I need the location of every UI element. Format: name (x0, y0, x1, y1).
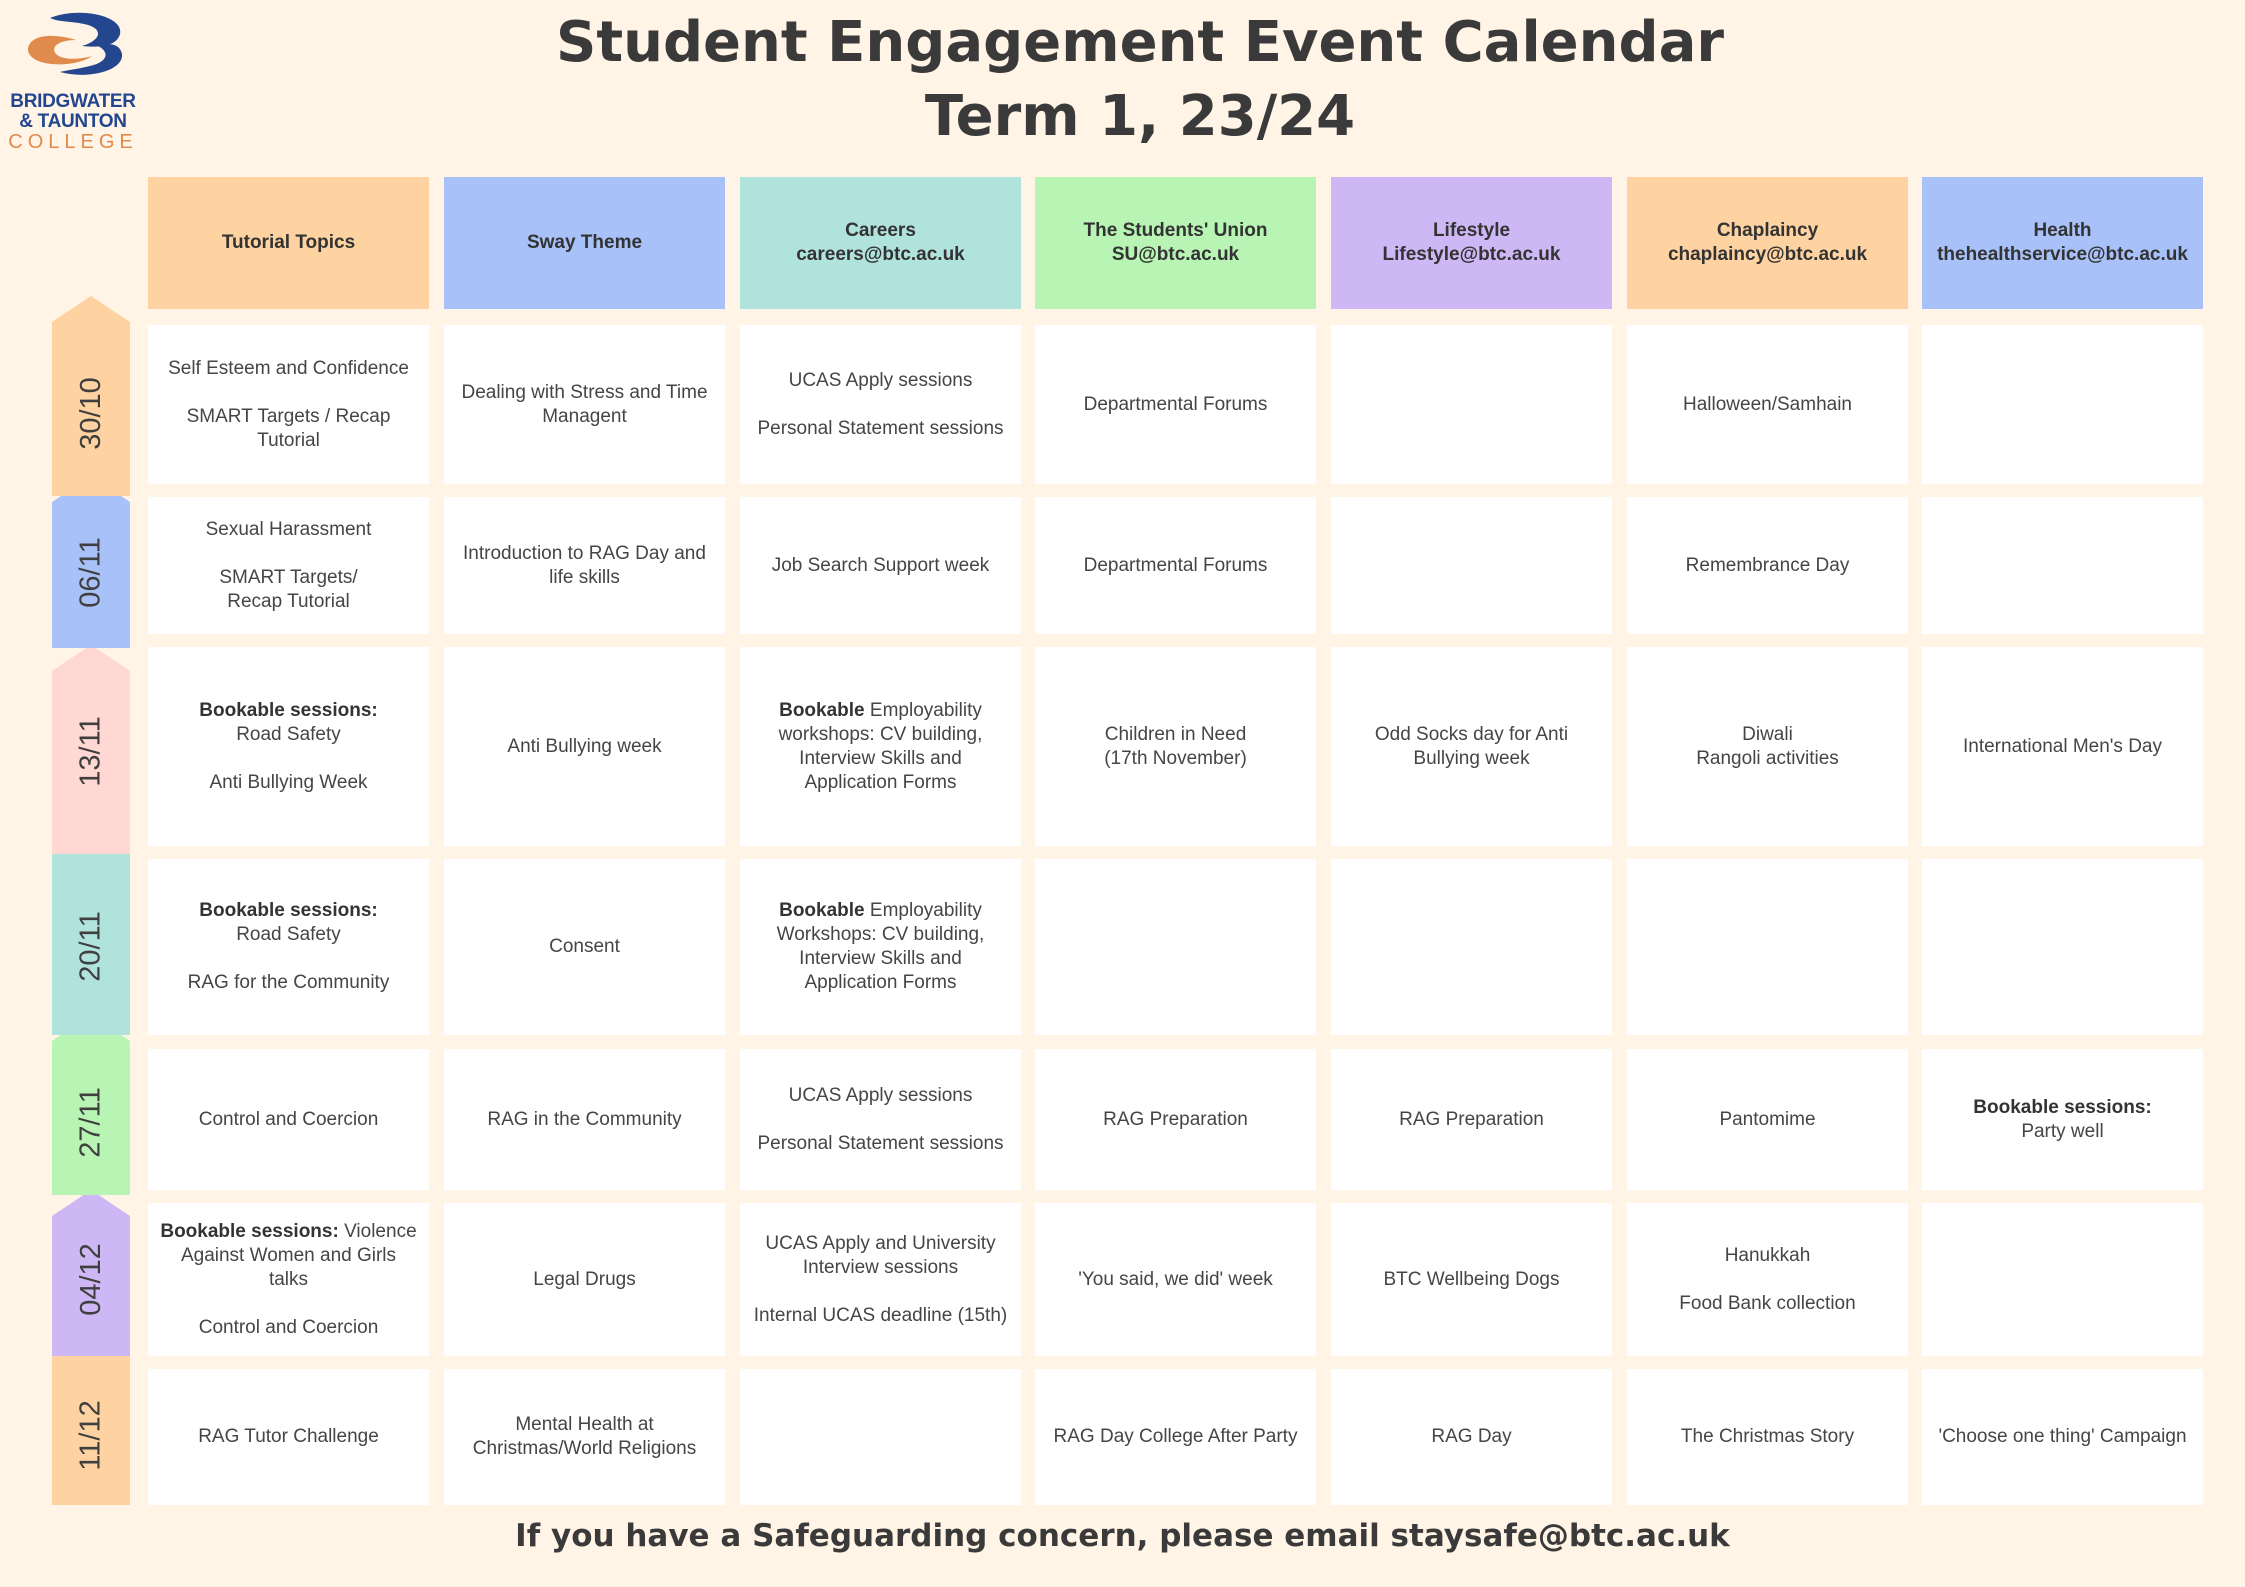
week-date-label (52, 497, 130, 648)
calendar-cell (148, 1203, 429, 1356)
column-header-email: chaplaincy@btc.ac.uk (1667, 244, 1868, 265)
cell-text: RAG Tutor Challenge (198, 1426, 379, 1447)
cell-content (1084, 393, 1268, 417)
cell-content (1054, 1425, 1298, 1449)
cell-content (1719, 1108, 1815, 1132)
cell-content (1103, 1108, 1248, 1132)
cell-text: UCAS Apply sessions Personal Statement sessions (757, 369, 1004, 439)
calendar-cell (1035, 497, 1316, 634)
calendar-cell (1035, 859, 1316, 1035)
column-header-title: Chaplaincy (1716, 220, 1819, 241)
cell-content (1683, 393, 1852, 417)
cell-text: Violence Against Women and Girls talks Control and Coercion (180, 1220, 417, 1338)
cell-content (1431, 1425, 1511, 1449)
cell-text: Job Search Support week (771, 554, 990, 576)
calendar-cell (1627, 1369, 1908, 1505)
safeguarding-footer: If you have a Safeguarding concern, please email staysafe@btc.ac.uk (515, 1518, 1730, 1554)
cell-content (1104, 723, 1247, 771)
cell-content (1078, 1268, 1273, 1292)
cell-content (1084, 554, 1268, 578)
calendar-cell (740, 1049, 1021, 1190)
column-header-title: Careers (845, 220, 916, 241)
column-header-health (1922, 177, 2203, 309)
cell-content (1696, 723, 1839, 771)
cell-content (777, 899, 985, 995)
cell-text: Road Safety RAG for the Community (187, 924, 390, 993)
column-header-sway-theme (444, 177, 725, 309)
calendar-cell (740, 647, 1021, 846)
calendar-cell (740, 1203, 1021, 1356)
column-header-email: careers@btc.ac.uk (796, 244, 965, 265)
cell-text: RAG Preparation (1103, 1108, 1248, 1130)
cell-content (1399, 1108, 1544, 1132)
calendar-cell (444, 325, 725, 484)
cell-text: Road Safety Anti Bullying Week (209, 723, 368, 793)
cell-text: UCAS Apply and University Interview sessions Internal UCAS deadline (15th) (753, 1232, 1008, 1326)
title-line-1: Student Engagement Event Calendar (556, 10, 1724, 75)
calendar-cell (1035, 1369, 1316, 1505)
cell-text: 'You said, we did' week (1078, 1268, 1273, 1290)
week-date-text: 30/10 (74, 376, 107, 450)
cell-text: Anti Bullying week (507, 735, 662, 757)
column-header-lifestyle (1331, 177, 1612, 309)
calendar-cell (1922, 1049, 2203, 1190)
column-header-chaplaincy (1627, 177, 1908, 309)
cell-content (1679, 1244, 1855, 1316)
cell-text: Odd Socks day for Anti Bullying week (1374, 723, 1569, 769)
cell-content (1383, 1268, 1559, 1292)
cell-text: Introduction to RAG Day and life skills (463, 542, 706, 588)
calendar-cell (1922, 647, 2203, 846)
column-header-title: Health (2033, 220, 2092, 241)
calendar-cell (1331, 497, 1612, 634)
calendar-cell (1035, 1049, 1316, 1190)
cell-content (473, 1413, 697, 1461)
cell-content (1686, 554, 1850, 578)
column-header-tutorial-topics (148, 177, 429, 309)
column-header-title: Sway Theme (526, 232, 643, 253)
cell-text: Party well (2021, 1120, 2104, 1142)
calendar-cell (444, 647, 725, 846)
cell-content (507, 735, 661, 759)
cell-content (487, 1108, 681, 1132)
cell-content (461, 381, 707, 429)
cell-content (199, 1108, 379, 1132)
cell-text: Employability Workshops: CV building, Interview Skills and Application Forms (776, 900, 985, 993)
cell-text: Remembrance Day (1685, 554, 1850, 576)
cell-text: Dealing with Stress and Time Managent (461, 381, 708, 427)
cell-text: UCAS Apply sessions Personal Statement sessions (757, 1084, 1004, 1154)
week-date-label (52, 1366, 130, 1505)
cell-content (463, 542, 706, 590)
calendar-cell (1627, 325, 1908, 484)
cell-content (754, 1232, 1007, 1328)
cell-text: Pantomime (1719, 1108, 1816, 1130)
cell-bold-text: Bookable sessions: (199, 699, 378, 721)
cell-text: International Men's Day (1962, 735, 2162, 757)
cell-content (198, 1425, 379, 1449)
week-date-text: 06/11 (74, 537, 107, 608)
calendar-cell (740, 497, 1021, 634)
calendar-cell (740, 1369, 1021, 1505)
cell-content (757, 369, 1003, 441)
calendar-cell (148, 497, 429, 634)
calendar-cell (1627, 1203, 1908, 1356)
column-header-email: thehealthservice@btc.ac.uk (1937, 244, 2188, 265)
week-date-label (52, 1050, 130, 1195)
column-header-title: The Students' Union (1083, 220, 1268, 241)
cell-content (188, 899, 390, 995)
calendar-cell (1331, 647, 1612, 846)
calendar-cell (1627, 497, 1908, 634)
calendar-cell (444, 859, 725, 1035)
calendar-cell (1331, 859, 1612, 1035)
cell-text: Legal Drugs (533, 1268, 636, 1290)
calendar-cell (1035, 647, 1316, 846)
calendar-cell (444, 1369, 725, 1505)
column-header-title: Tutorial Topics (221, 232, 356, 253)
cell-bold-text: Bookable sessions: (199, 900, 378, 921)
calendar-cell (1331, 1049, 1612, 1190)
calendar-cell (1627, 647, 1908, 846)
cell-text: Sexual Harassment SMART Targets/ Recap Tutorial (205, 518, 372, 612)
cell-content (206, 518, 372, 614)
logo-line-1: BRIDGWATER (10, 91, 136, 112)
cell-text: Hanukkah Food Bank collection (1679, 1244, 1856, 1314)
cell-content (1963, 735, 2162, 759)
week-date-label (52, 648, 130, 854)
cell-content (549, 935, 620, 959)
cell-text: Mental Health at Christmas/World Religions (472, 1414, 697, 1459)
logo-line-2: & TAUNTON (19, 110, 127, 132)
week-date-label (52, 1202, 130, 1356)
column-header-careers (740, 177, 1021, 309)
calendar-cell (740, 859, 1021, 1035)
calendar-cell (1035, 325, 1316, 484)
week-date-label (52, 858, 130, 1035)
column-header-the-students-union (1035, 177, 1316, 309)
cell-content (160, 1220, 416, 1340)
week-date-text: 27/11 (74, 1087, 107, 1158)
calendar-cell (1627, 1049, 1908, 1190)
cell-bold-text: Bookable (779, 699, 865, 721)
cell-content (772, 554, 990, 578)
cell-text: RAG Day (1431, 1426, 1512, 1447)
calendar-cell (148, 647, 429, 846)
cell-text: Consent (549, 936, 620, 957)
cell-content (168, 357, 409, 453)
cell-content (1375, 723, 1568, 771)
calendar-cell (1331, 1369, 1612, 1505)
week-date-text: 11/12 (74, 1400, 107, 1471)
cell-text: RAG Day College After Party (1053, 1426, 1298, 1447)
cell-text: Children in Need (17th November) (1104, 723, 1247, 769)
calendar-cell (1331, 1203, 1612, 1356)
calendar-cell (1035, 1203, 1316, 1356)
week-date-text: 13/11 (74, 715, 107, 787)
calendar-cell (444, 1049, 725, 1190)
cell-text: BTC Wellbeing Dogs (1383, 1268, 1560, 1290)
cell-content (199, 699, 377, 795)
calendar-cell (1922, 1203, 2203, 1356)
cell-text: Employability workshops: CV building, Interview Skills and Application Forms (778, 699, 983, 793)
cell-text: Self Esteem and Confidence SMART Targets / Recap Tutorial (168, 357, 409, 451)
cell-bold-text: Bookable (779, 900, 865, 921)
calendar-cell (1627, 859, 1908, 1035)
calendar-cell (444, 1203, 725, 1356)
column-header-email: SU@btc.ac.uk (1111, 244, 1240, 265)
calendar-cell (740, 325, 1021, 484)
calendar-cell (1922, 497, 2203, 634)
calendar-cell (148, 859, 429, 1035)
cell-text: Control and Coercion (198, 1108, 379, 1130)
calendar-cell (148, 1049, 429, 1190)
title-line-2: Term 1, 23/24 (924, 84, 1356, 149)
cell-text: Halloween/Samhain (1683, 393, 1852, 415)
cell-text: Diwali Rangoli activities (1696, 723, 1839, 769)
calendar-cell (444, 497, 725, 634)
cell-bold-text: Bookable sessions: (1973, 1096, 2152, 1118)
cell-content (779, 699, 983, 795)
cell-text: 'Choose one thing' Campaign (1938, 1426, 2187, 1447)
cell-content (757, 1084, 1003, 1156)
calendar-cell (1922, 325, 2203, 484)
calendar-cell (1331, 325, 1612, 484)
calendar-cell (1922, 859, 2203, 1035)
cell-content (1973, 1096, 2151, 1144)
week-date-text: 20/11 (74, 911, 107, 982)
cell-text: RAG Preparation (1399, 1108, 1544, 1130)
cell-text: RAG in the Community (487, 1108, 682, 1130)
cell-content (1681, 1425, 1854, 1449)
column-header-title: Lifestyle (1432, 220, 1511, 241)
cell-text: Departmental Forums (1083, 393, 1268, 415)
cell-text: The Christmas Story (1680, 1426, 1855, 1447)
calendar-cell (148, 1369, 429, 1505)
week-date-label (52, 330, 130, 496)
week-date-text: 04/12 (74, 1242, 107, 1316)
cell-text: Departmental Forums (1083, 554, 1268, 576)
cell-content (533, 1268, 635, 1292)
column-header-email: Lifestyle@btc.ac.uk (1382, 244, 1561, 265)
logo-line-3: COLLEGE (8, 130, 138, 153)
cell-content (1938, 1425, 2186, 1449)
calendar-cell (1922, 1369, 2203, 1505)
calendar-cell (148, 325, 429, 484)
cell-bold-text: Bookable sessions: (160, 1220, 339, 1242)
